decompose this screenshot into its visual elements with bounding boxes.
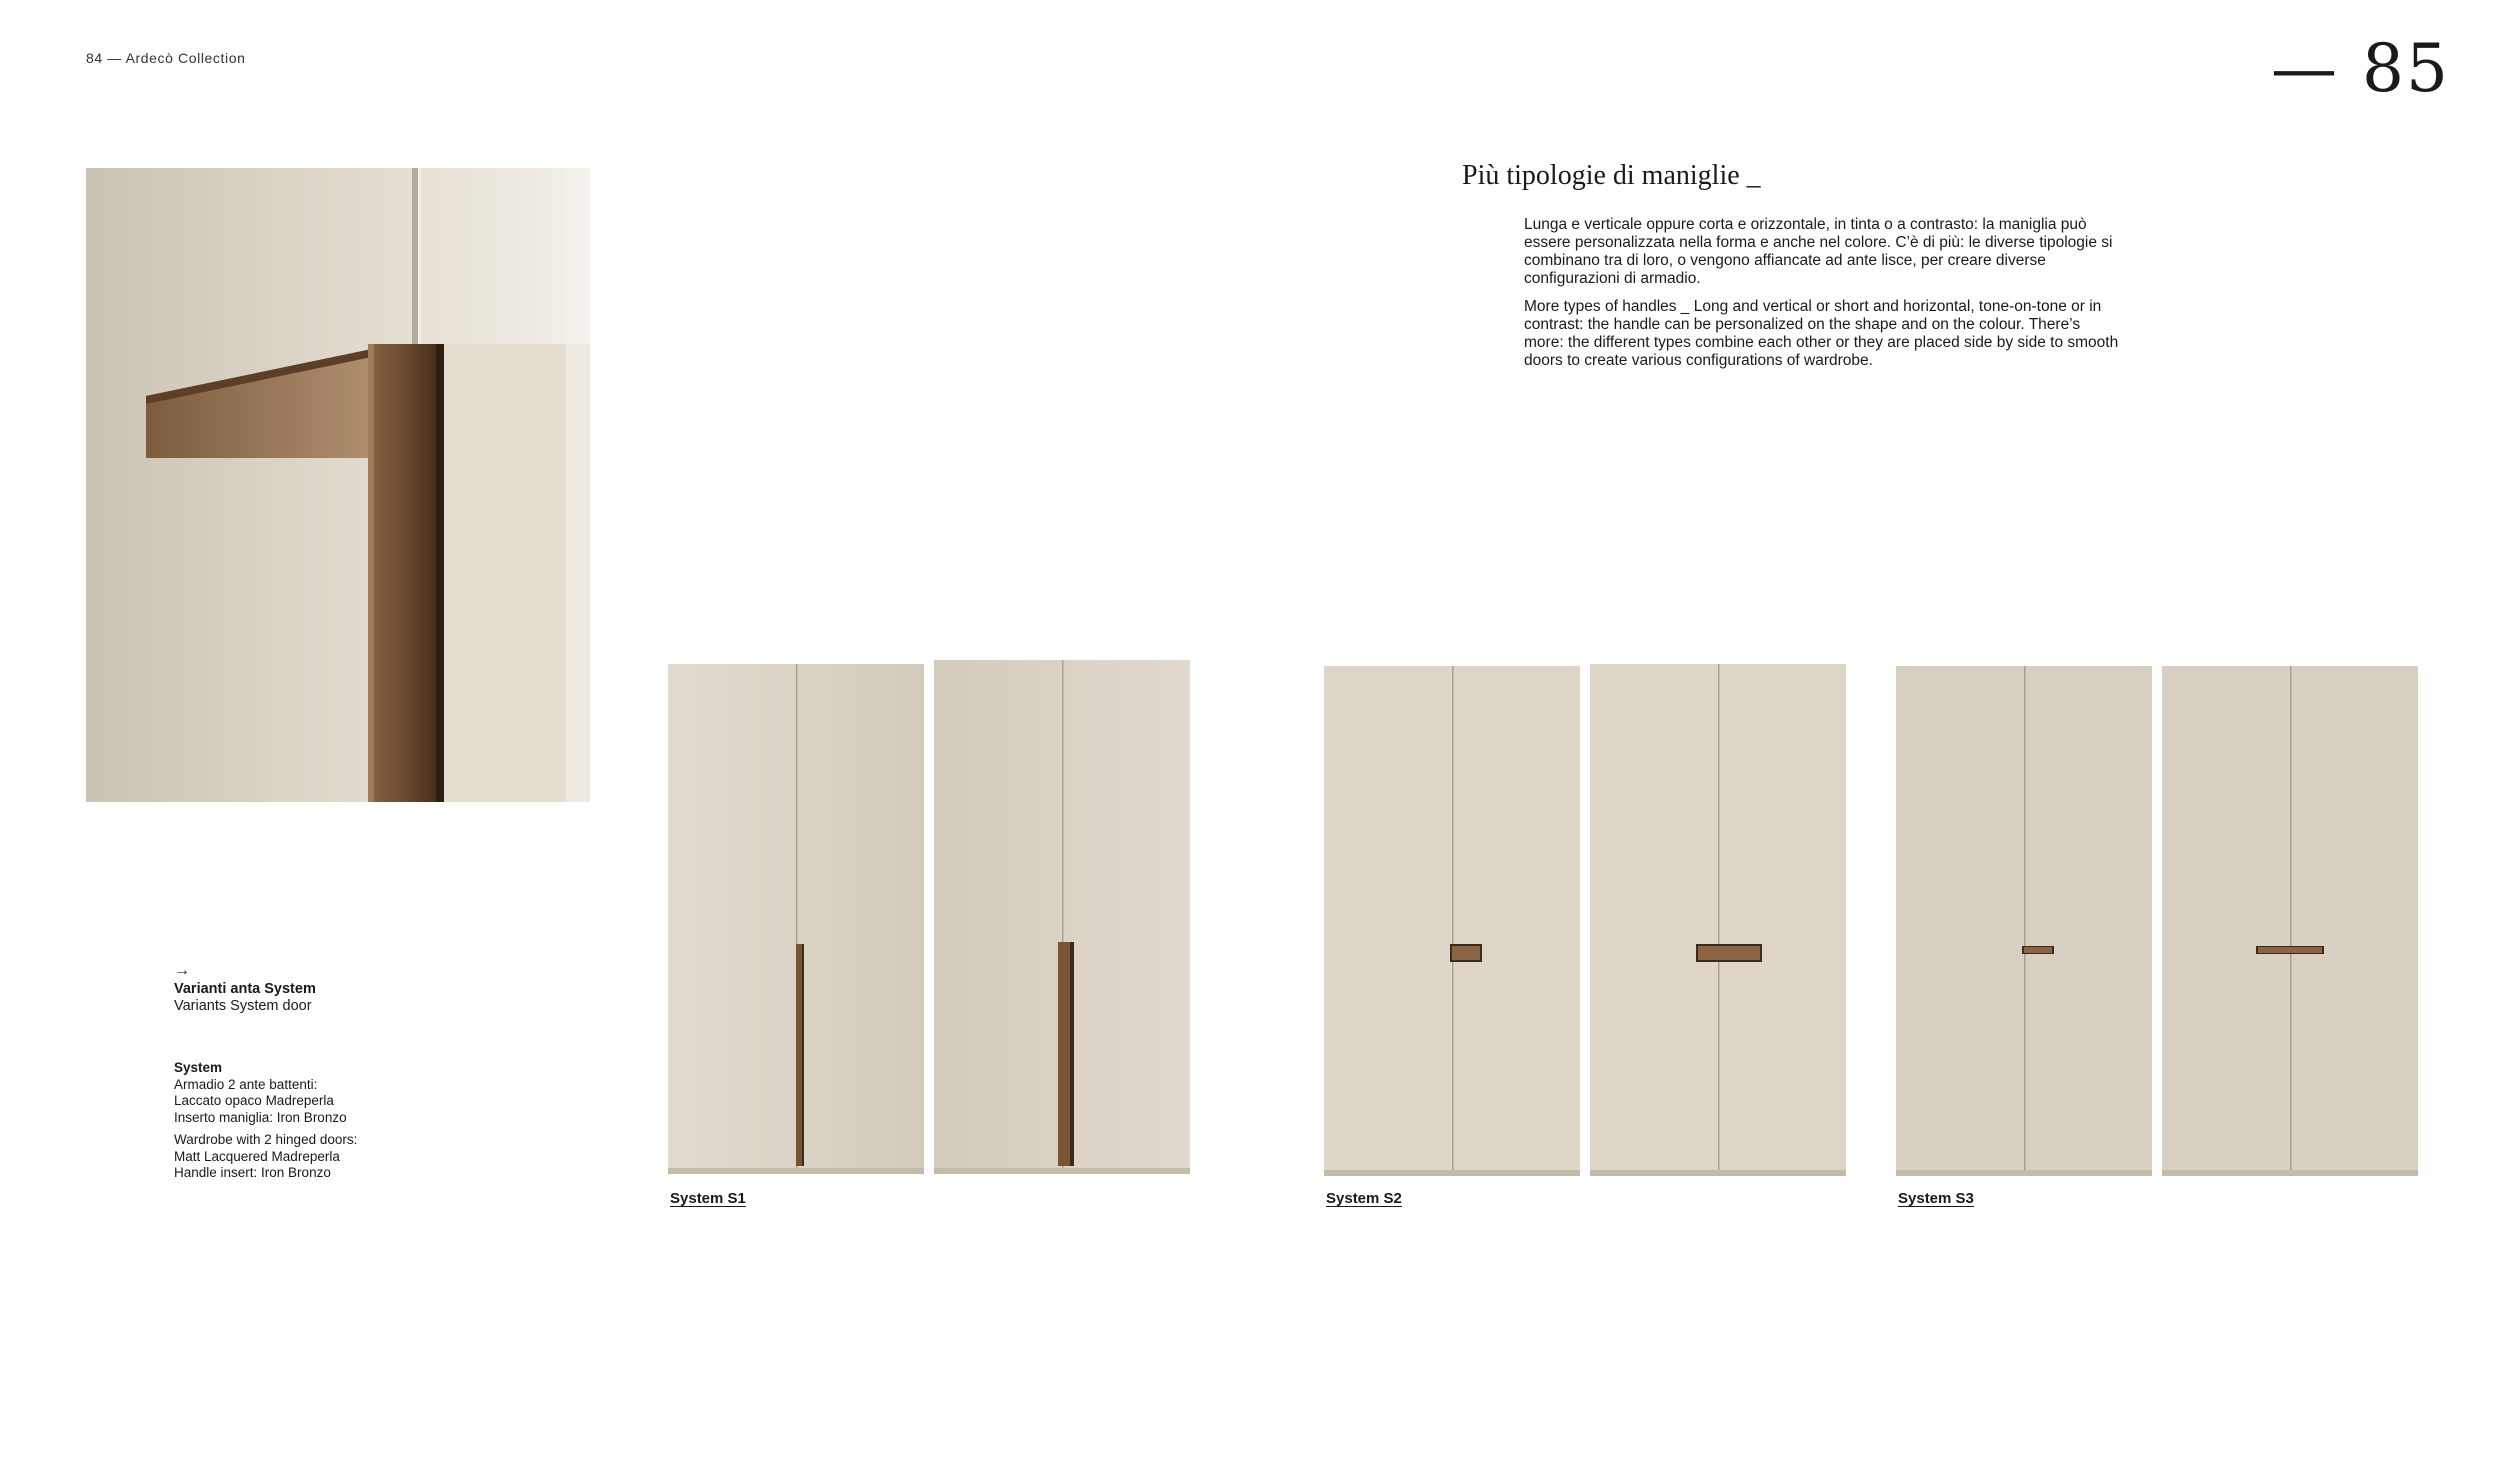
spec-en-line: Matt Lacquered Madreperla [174, 1148, 340, 1164]
variant-label-s1[interactable]: System S1 [670, 1190, 746, 1207]
intro-paragraph-en: More types of handles _ Long and vertical or short and horizontal, tone-on-tone or in contrast: the handle can be personalized on the shape and on the colour. There’s more: the different types combine each other or they are placed side by side to smooth doors to create various configurations of wardrobe. [1524, 298, 2119, 369]
spec-it-line: Armadio 2 ante battenti: [174, 1076, 318, 1092]
spec-it-line: Inserto maniglia: Iron Bronzo [174, 1109, 347, 1125]
wardrobe-s3-image [1896, 664, 2428, 1184]
variant-label-s3[interactable]: System S3 [1898, 1190, 1974, 1207]
spec-en-line: Handle insert: Iron Bronzo [174, 1165, 331, 1180]
page-number: — 85 [2271, 30, 2450, 107]
spec-it-line: Laccato opaco Madreperla [174, 1093, 334, 1108]
wardrobe-s2-image [1324, 664, 1856, 1184]
intro-paragraph-it: Lunga e verticale oppure corta e orizzontale, in tinta o a contrasto: la maniglia può essere personalizzata nella forma e anche nel colore. C’è di più: le diverse tipologie si combinano tra di loro, o vengono affiancate ad ante lisce, per creare diverse configurazioni di armadio. [1524, 216, 2113, 287]
arrow-right-icon: → [174, 962, 190, 979]
intro-text [1524, 216, 2124, 380]
caption-title-en: Variants System door [174, 998, 312, 1014]
product-spec [174, 1060, 414, 1182]
wardrobe-s1-image [668, 660, 1200, 1180]
spec-title: System [174, 1060, 223, 1075]
photo-caption [174, 962, 414, 1015]
spec-en-line: Wardrobe with 2 hinged doors: [174, 1132, 358, 1147]
section-title: Più tipologie di maniglie _ [1462, 160, 1761, 191]
caption-title-it: Varianti anta System [174, 981, 316, 997]
handle-closeup-photo [86, 168, 590, 802]
variant-label-s2[interactable]: System S2 [1326, 1190, 1402, 1207]
running-head: 84 — Ardecò Collection [86, 50, 246, 66]
